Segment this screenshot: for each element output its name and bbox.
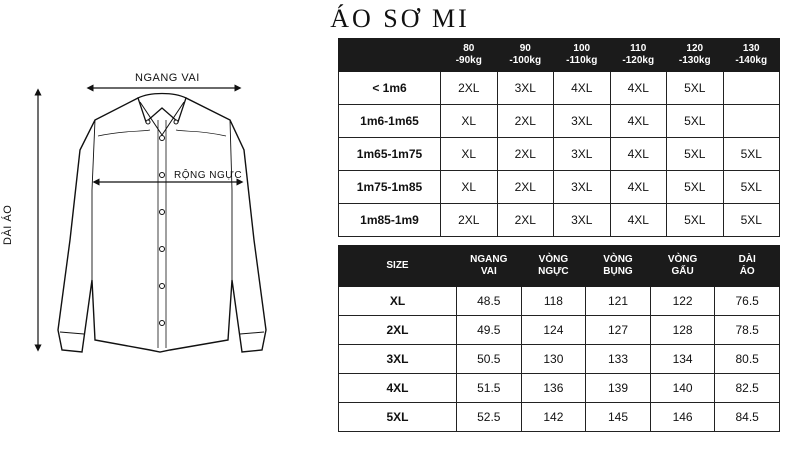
value-cell: 76.5 <box>715 287 780 316</box>
value-cell: 140 <box>650 374 715 403</box>
value-cell: 48.5 <box>457 287 522 316</box>
size-cell: 5XL <box>723 171 780 204</box>
height-cell: < 1m6 <box>339 72 441 105</box>
weight-header: 90 -100kg <box>497 39 554 72</box>
measurement-header: NGANG VAI <box>457 246 522 287</box>
value-cell: 118 <box>521 287 586 316</box>
value-cell: 127 <box>586 316 651 345</box>
size-cell: XL <box>339 287 457 316</box>
table-header-row <box>339 246 780 287</box>
shirt-illustration <box>0 40 330 450</box>
value-cell: 133 <box>586 345 651 374</box>
size-cell: 5XL <box>723 204 780 237</box>
page-title: ÁO SƠ MI <box>330 4 470 33</box>
value-cell: 139 <box>586 374 651 403</box>
value-cell: 142 <box>521 403 586 432</box>
size-cell: 4XL <box>610 105 667 138</box>
value-cell: 146 <box>650 403 715 432</box>
size-cell: 2XL <box>497 171 554 204</box>
size-cell: XL <box>441 171 498 204</box>
size-cell: 5XL <box>667 105 724 138</box>
size-cell: 3XL <box>497 72 554 105</box>
value-cell: 49.5 <box>457 316 522 345</box>
size-cell: 2XL <box>497 204 554 237</box>
size-cell: 5XL <box>667 204 724 237</box>
measurement-header: VÒNG NGỰC <box>521 246 586 287</box>
shoulder-label: NGANG VAI <box>135 72 200 84</box>
size-cell: 5XL <box>723 138 780 171</box>
measurement-header: VÒNG GẤU <box>650 246 715 287</box>
corner-cell <box>339 39 441 72</box>
measurement-header: DÀI ÁO <box>715 246 780 287</box>
height-cell: 1m6-1m65 <box>339 105 441 138</box>
weight-header: 120 -130kg <box>667 39 724 72</box>
height-weight-size-table <box>338 38 780 237</box>
chest-label: RỘNG NGỰC <box>174 170 243 181</box>
table-row <box>339 345 780 374</box>
size-cell: 2XL <box>497 138 554 171</box>
measurement-table <box>338 245 780 432</box>
size-cell: XL <box>441 138 498 171</box>
value-cell: 121 <box>586 287 651 316</box>
shirt-diagram <box>0 40 330 450</box>
table-row <box>339 403 780 432</box>
size-cell: 4XL <box>339 374 457 403</box>
size-cell: 5XL <box>339 403 457 432</box>
value-cell: 145 <box>586 403 651 432</box>
weight-header: 130 -140kg <box>723 39 780 72</box>
size-cell: 4XL <box>610 204 667 237</box>
value-cell: 82.5 <box>715 374 780 403</box>
value-cell: 136 <box>521 374 586 403</box>
value-cell: 130 <box>521 345 586 374</box>
size-cell: 3XL <box>554 204 611 237</box>
table-row <box>339 171 780 204</box>
weight-header: 100 -110kg <box>554 39 611 72</box>
size-cell: 3XL <box>554 171 611 204</box>
table-row <box>339 374 780 403</box>
value-cell: 80.5 <box>715 345 780 374</box>
size-cell: 5XL <box>667 138 724 171</box>
size-cell: 2XL <box>497 105 554 138</box>
table-row <box>339 316 780 345</box>
size-cell <box>723 72 780 105</box>
weight-header: 110 -120kg <box>610 39 667 72</box>
table-row <box>339 138 780 171</box>
value-cell: 84.5 <box>715 403 780 432</box>
measurement-header: VÒNG BỤNG <box>586 246 651 287</box>
size-cell: 3XL <box>554 105 611 138</box>
value-cell: 51.5 <box>457 374 522 403</box>
size-cell: 3XL <box>339 345 457 374</box>
value-cell: 128 <box>650 316 715 345</box>
table-row <box>339 204 780 237</box>
size-cell: 4XL <box>610 72 667 105</box>
size-cell: 5XL <box>667 171 724 204</box>
size-cell: 5XL <box>667 72 724 105</box>
height-cell: 1m85-1m9 <box>339 204 441 237</box>
value-cell: 124 <box>521 316 586 345</box>
size-cell: 4XL <box>610 138 667 171</box>
size-cell <box>723 105 780 138</box>
value-cell: 50.5 <box>457 345 522 374</box>
table-header-row <box>339 39 780 72</box>
value-cell: 78.5 <box>715 316 780 345</box>
table-row <box>339 72 780 105</box>
table-row <box>339 287 780 316</box>
size-cell: 2XL <box>441 204 498 237</box>
size-cell: 2XL <box>339 316 457 345</box>
height-cell: 1m65-1m75 <box>339 138 441 171</box>
size-cell: 3XL <box>554 138 611 171</box>
size-cell: 2XL <box>441 72 498 105</box>
size-header: SIZE <box>339 246 457 287</box>
size-cell: 4XL <box>610 171 667 204</box>
height-cell: 1m75-1m85 <box>339 171 441 204</box>
weight-header: 80 -90kg <box>441 39 498 72</box>
size-cell: XL <box>441 105 498 138</box>
value-cell: 52.5 <box>457 403 522 432</box>
size-cell: 4XL <box>554 72 611 105</box>
value-cell: 122 <box>650 287 715 316</box>
table-row <box>339 105 780 138</box>
length-label: DÀI ÁO <box>2 204 14 245</box>
value-cell: 134 <box>650 345 715 374</box>
